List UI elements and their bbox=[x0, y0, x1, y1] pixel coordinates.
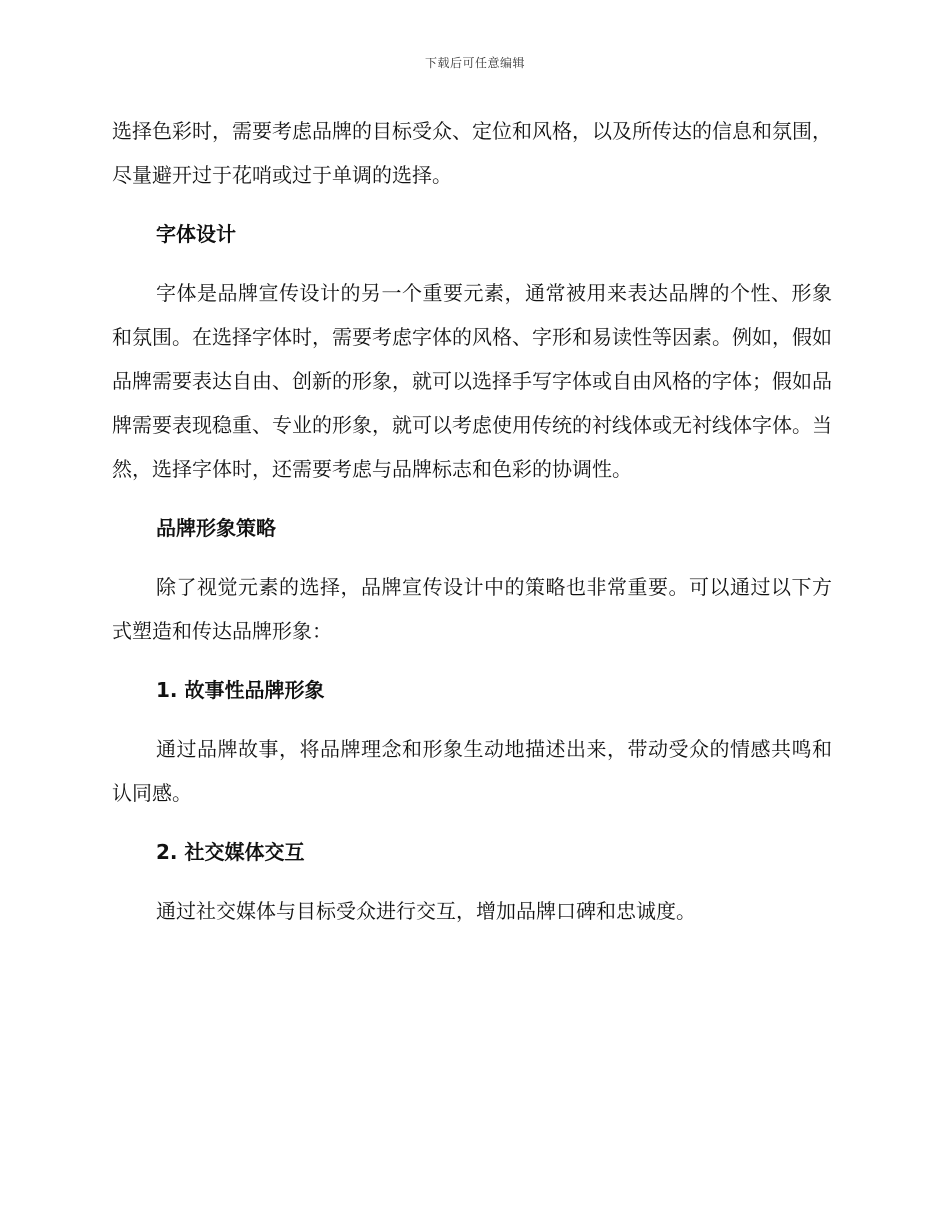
paragraph-brand-strategy: 除了视觉元素的选择，品牌宣传设计中的策略也非常重要。可以通过以下方式塑造和传达品牌形象： bbox=[112, 575, 832, 643]
document-body bbox=[112, 109, 832, 948]
heading-font-design: 字体设计 bbox=[156, 222, 236, 246]
paragraph-social-media: 通过社交媒体与目标受众进行交互，增加品牌口碑和忠诚度。 bbox=[156, 899, 696, 923]
heading-social-media-interaction: 2. 社交媒体交互 bbox=[156, 840, 305, 864]
paragraph-storytelling: 通过品牌故事，将品牌理念和形象生动地描述出来，带动受众的情感共鸣和认同感。 bbox=[112, 737, 832, 805]
heading-storytelling-brand-image: 1. 故事性品牌形象 bbox=[156, 678, 325, 702]
heading-brand-image-strategy: 品牌形象策略 bbox=[156, 516, 276, 540]
paragraph-color-selection: 选择色彩时，需要考虑品牌的目标受众、定位和风格，以及所传达的信息和氛围，尽量避开过于花哨或过于单调的选择。 bbox=[112, 119, 832, 187]
paragraph-font-design: 字体是品牌宣传设计的另一个重要元素，通常被用来表达品牌的个性、形象和氛围。在选择字体时，需要考虑字体的风格、字形和易读性等因素。例如，假如品牌需要表达自由、创新的形象，就可以选择手写字体或自由风格的字体；假如品牌需要表现稳重、专业的形象，就可以考虑使用传统的衬线体或无衬线体字体。当然，选择字体时，还需要考虑与品牌标志和色彩的协调性。 bbox=[112, 281, 832, 481]
page-header-note: 下载后可任意编辑 bbox=[424, 56, 525, 70]
